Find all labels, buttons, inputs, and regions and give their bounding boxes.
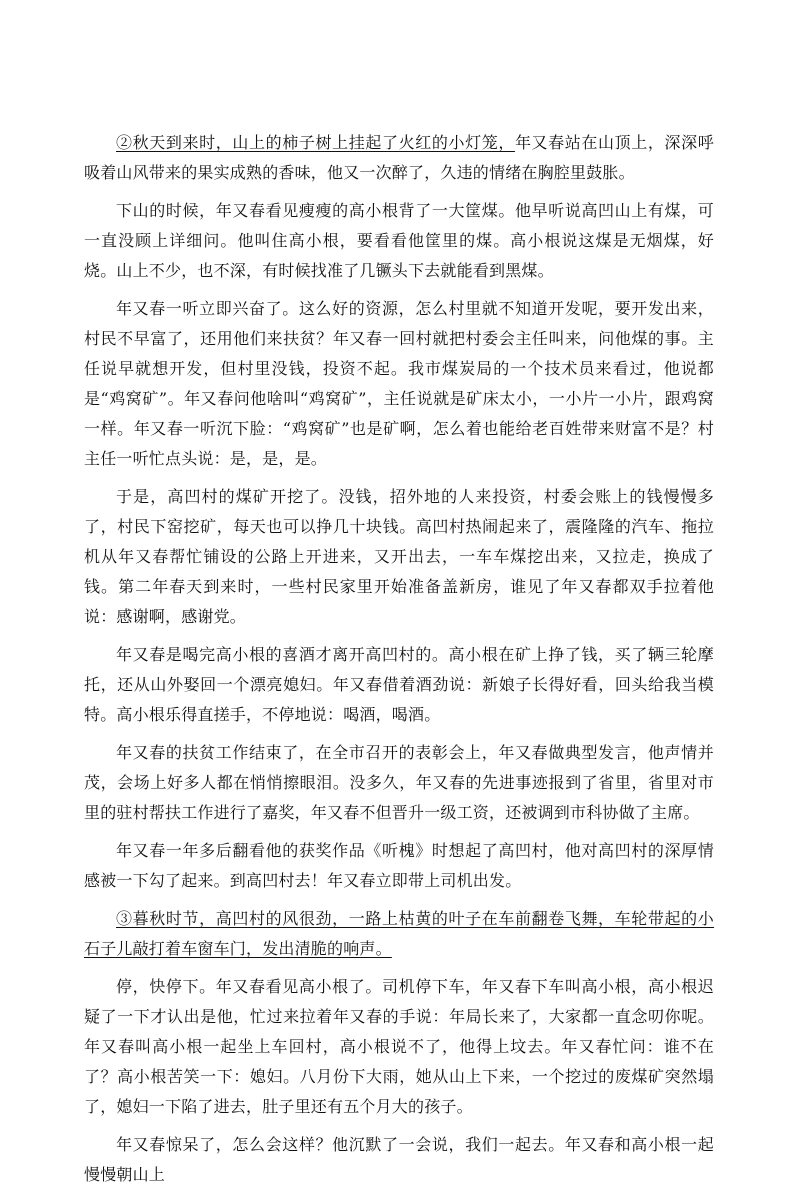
underlined-sentence-3: ③暮秋时节，高凹村的风很劲，一路上枯黄的叶子在车前翻卷飞舞，车轮带起的小石子儿敲打着车窗车门，发出清脆的响声。 [84, 909, 714, 958]
paragraph-6: 年又春的扶贫工作结束了，在全市召开的表彰会上，年又春做典型发言，他声情并茂，会场上好多人都在悄悄擦眼泪。没多久，年又春的先进事迹报到了省里，省里对市里的驻村帮扶工作进行了嘉奖，年又春不但晋升一级工资，还被调到市科协做了主席。 [84, 743, 714, 822]
paragraph-1 [84, 128, 714, 188]
underlined-sentence-2: ②秋天到来时，山上的柿子树上挂起了火红的小灯笼， [116, 133, 515, 152]
paragraph-9: 停，快停下。年又春看见高小根了。司机停下车，年又春下车叫高小根，高小根迟疑了一下才认出是他，忙过来拉着年又春的手说：年局长来了，大家都一直念叨你呢。年又春叫高小根一起坐上车回村，高小根说不了，他得上坟去。年又春忙问：谁不在了？高小根苦笑一下：媳妇。八月份下大雨，她从山上下来，一个挖过的废煤矿突然塌了，媳妇一下陷了进去，肚子里还有五个月大的孩子。 [84, 977, 714, 1116]
paragraph-8 [84, 904, 714, 964]
paragraph-1-text: 年又春站在山顶上，深深呼吸着山风带来的果实成熟的香味，他又一次醉了，久违的情绪在胸腔里鼓胀。 [84, 133, 714, 182]
paragraph-5: 年又春是喝完高小根的喜酒才离开高凹村的。高小根在矿上挣了钱，买了辆三轮摩托，还从山外娶回一个漂亮媳妇。年又春借着酒劲说：新娘子长得好看，回头给我当模特。高小根乐得直搓手，不停地说：喝酒，喝酒。 [84, 645, 714, 724]
paragraph-10: 年又春惊呆了，怎么会这样？他沉默了一会说，我们一起去。年又春和高小根一起慢慢朝山上 [84, 1135, 714, 1184]
paragraph-4: 于是，高凹村的煤矿开挖了。没钱，招外地的人来投资，村委会账上的钱慢慢多了，村民下窑挖矿，每天也可以挣几十块钱。高凹村热闹起来了，震隆隆的汽车、拖拉机从年又春帮忙铺设的公路上开进来，又开出去，一车车煤挖出来，又拉走，换成了钱。第二年春天到来时，一些村民家里开始准备盖新房，谁见了年又春都双手拉着他说：感谢啊，感谢党。 [84, 487, 714, 626]
document-page [84, 128, 714, 1198]
paragraph-7: 年又春一年多后翻看他的获奖作品《听槐》时想起了高凹村，他对高凹村的深厚情感被一下勾了起来。到高凹村去！年又春立即带上司机出发。 [84, 841, 714, 890]
paragraph-2: 下山的时候，年又春看见瘦瘦的高小根背了一大筐煤。他早听说高凹山上有煤，可一直没顾上详细问。他叫住高小根，要看看他筐里的煤。高小根说这煤是无烟煤，好烧。山上不少，也不深，有时候找准了几镢头下去就能看到黑煤。 [84, 201, 714, 280]
paragraph-3: 年又春一听立即兴奋了。这么好的资源，怎么村里就不知道开发呢，要开发出来，村民不早富了，还用他们来扶贫？年又春一回村就把村委会主任叫来，问他煤的事。主任说早就想开发，但村里没钱，投资不起。我市煤炭局的一个技术员来看过，他说都是“鸡窝矿”。年又春问他啥叫“鸡窝矿”，主任说就是矿床太小，一小片一小片，跟鸡窝一样。年又春一听沉下脸：“鸡窝矿”也是矿啊，怎么着也能给老百姓带来财富不是？村主任一听忙点头说：是，是，是。 [84, 299, 714, 468]
